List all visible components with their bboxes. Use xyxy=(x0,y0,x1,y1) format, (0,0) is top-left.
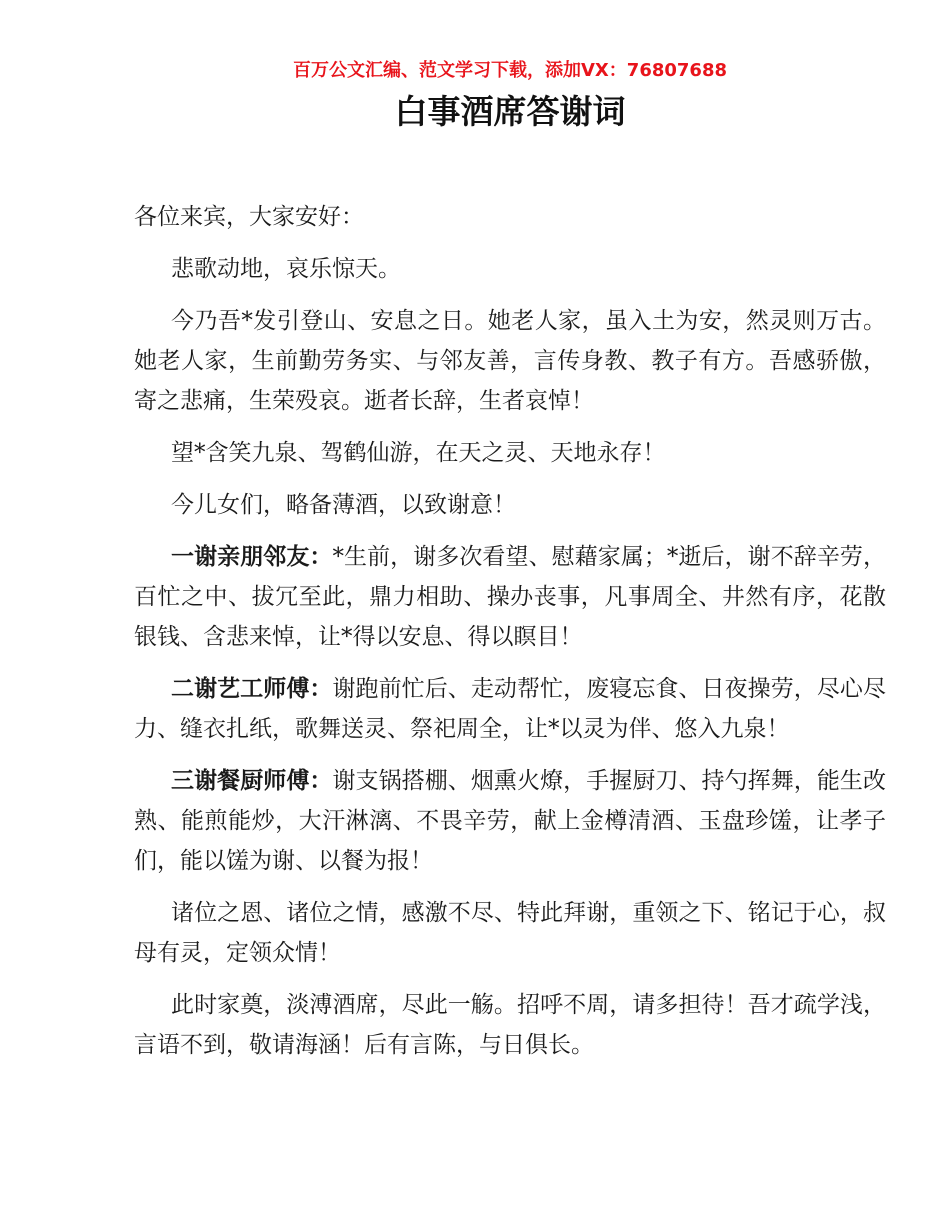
paragraph-6: 此时家奠，淡溥酒席，尽此一觞。招呼不周，请多担待！吾才疏学浅，言语不到，敬请海涵！后有言陈，与日俱长。 xyxy=(134,992,886,1058)
paragraph-2: 今乃吾*发引登山、安息之日。她老人家，虽入土为安，然灵则万古。她老人家，生前勤劳务实、与邻友善，言传身教、教子有方。吾感骄傲，寄之悲痛，生荣殁哀。逝者长辞，生者哀悼！ xyxy=(134,308,886,414)
thanks-3-text: 谢支锅搭棚、烟熏火燎，手握厨刀、持勺挥舞，能生改熟、能煎能炒，大汗淋漓、不畏辛劳，献上金樽清酒、玉盘珍馐，让孝子们，能以馐为谢、以餐为报！ xyxy=(134,768,887,874)
document-title: 白事酒席答谢词 xyxy=(394,92,626,131)
greeting: 各位来宾，大家安好： xyxy=(134,204,364,230)
paragraph-3: 望*含笑九泉、驾鹤仙游，在天之灵、天地永存！ xyxy=(171,440,666,466)
document-body xyxy=(134,197,886,1077)
thanks-paragraph-3 xyxy=(134,761,886,881)
paragraph-4: 今儿女们，略备薄酒，以致谢意！ xyxy=(171,492,516,518)
thanks-1-lead: 一谢亲朋邻友： xyxy=(171,544,333,570)
thanks-paragraph-2 xyxy=(134,669,886,749)
watermark-text: 百万公文汇编、范文学习下载，添加VX：76807688 xyxy=(292,60,727,81)
thanks-3-lead: 三谢餐厨师傅： xyxy=(171,768,333,794)
paragraph-1: 悲歌动地，哀乐惊天。 xyxy=(171,256,401,282)
thanks-2-text: 谢跑前忙后、走动帮忙，废寝忘食、日夜操劳，尽心尽力、缝衣扎纸，歌舞送灵、祭祀周全，让*以灵为伴、悠入九泉！ xyxy=(134,676,887,742)
thanks-1-text: *生前，谢多次看望、慰藉家属；*逝后，谢不辞辛劳，百忙之中、拔冗至此，鼎力相助、操办丧事，凡事周全、井然有序，花散银钱、含悲来悼，让*得以安息、得以瞑目！ xyxy=(134,544,887,650)
thanks-2-lead: 二谢艺工师傅： xyxy=(171,676,333,702)
thanks-paragraph-1 xyxy=(134,537,886,657)
paragraph-5: 诸位之恩、诸位之情，感激不尽、特此拜谢，重领之下、铭记于心，叔母有灵，定领众情！ xyxy=(134,900,886,966)
